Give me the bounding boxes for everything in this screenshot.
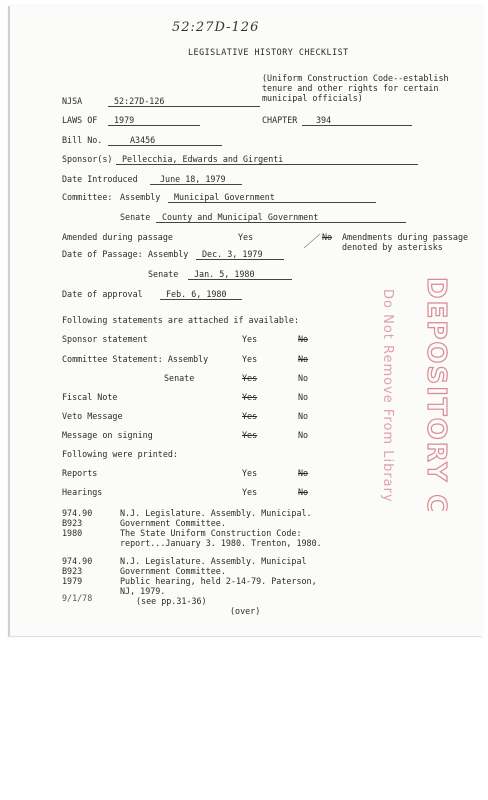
amended-yes: Yes bbox=[238, 232, 254, 242]
njsa-value: 52:27D-126 bbox=[108, 96, 260, 107]
citation-text: Government Committee. bbox=[120, 518, 226, 528]
committee-label: Committee: bbox=[62, 192, 113, 202]
statement-no: No bbox=[298, 373, 309, 383]
subject-line-3: municipal officials) bbox=[262, 93, 363, 103]
statement-label: Sponsor statement bbox=[62, 334, 148, 344]
statement-label: Senate bbox=[164, 373, 195, 383]
amended-label: Amended during passage bbox=[62, 232, 173, 242]
stamp-line-1: DEPOSITORY COPY bbox=[421, 277, 451, 511]
njsa-label: NJSA bbox=[62, 96, 83, 106]
statement-yes: Yes bbox=[242, 392, 258, 402]
statement-no: No bbox=[298, 354, 309, 364]
passage-assembly-label: Assembly bbox=[148, 249, 189, 259]
statement-label: Fiscal Note bbox=[62, 392, 118, 402]
date-stamp: 9/1/78 bbox=[62, 593, 93, 603]
statement-no: No bbox=[298, 334, 309, 344]
bill-no-label: Bill No. bbox=[62, 135, 103, 145]
over-note: (over) bbox=[230, 606, 261, 616]
statement-yes: Yes bbox=[242, 354, 258, 364]
committee-senate-label: Senate bbox=[120, 212, 151, 222]
statement-yes: Yes bbox=[242, 411, 258, 421]
printed-label: Hearings bbox=[62, 487, 103, 497]
chapter-value: 394 bbox=[302, 115, 412, 126]
statement-yes: Yes bbox=[242, 373, 258, 383]
citation-text: N.J. Legislature. Assembly. Municipal. bbox=[120, 508, 312, 518]
page-title: LEGISLATIVE HISTORY CHECKLIST bbox=[188, 47, 349, 57]
statement-label: Committee Statement: Assembly bbox=[62, 354, 209, 364]
passage-assembly-value: Dec. 3, 1979 bbox=[196, 249, 284, 260]
statement-label: Veto Message bbox=[62, 411, 123, 421]
stamp-line-2: Do Not Remove From Library bbox=[380, 289, 395, 503]
citation-call-number: 1979 bbox=[62, 576, 83, 586]
check-mark-icon bbox=[302, 230, 322, 250]
see-pages: (see pp.31-36) bbox=[136, 596, 207, 606]
citation-text: Government Committee. bbox=[120, 566, 226, 576]
citation-call-number: 1980 bbox=[62, 528, 83, 538]
amended-no: No bbox=[322, 232, 333, 242]
citation-call-number: 974.90 bbox=[62, 556, 93, 566]
passage-senate-value: Jan. 5, 1980 bbox=[188, 269, 292, 280]
statement-no: No bbox=[298, 411, 309, 421]
citation-text: report...January 3. 1980. Trenton, 1980. bbox=[120, 538, 322, 548]
handwritten-statute-number: 52:27D-126 bbox=[172, 20, 260, 35]
printed-yes: Yes bbox=[242, 487, 258, 497]
depository-copy-stamp bbox=[362, 271, 472, 511]
passage-senate-label: Senate bbox=[148, 269, 179, 279]
citation-call-number: B923 bbox=[62, 518, 83, 528]
statement-label: Message on signing bbox=[62, 430, 153, 440]
committee-assembly-value: Municipal Government bbox=[168, 192, 376, 203]
amended-note-line-1: Amendments during passage bbox=[342, 232, 469, 242]
printed-label: Reports bbox=[62, 468, 98, 478]
statement-no: No bbox=[298, 392, 309, 402]
printed-yes: Yes bbox=[242, 468, 258, 478]
chapter-label: CHAPTER bbox=[262, 115, 298, 125]
statement-no: No bbox=[298, 430, 309, 440]
amended-note-line-2: denoted by asterisks bbox=[342, 242, 443, 252]
laws-of-label: LAWS OF bbox=[62, 115, 98, 125]
printed-no: No bbox=[298, 468, 309, 478]
date-introduced-label: Date Introduced bbox=[62, 174, 138, 184]
approval-label: Date of approval bbox=[62, 289, 143, 299]
stamp-graphic bbox=[362, 271, 472, 511]
laws-of-value: 1979 bbox=[108, 115, 200, 126]
date-introduced-value: June 18, 1979 bbox=[150, 174, 242, 185]
subject-line-2: tenure and other rights for certain bbox=[262, 83, 439, 93]
statement-yes: Yes bbox=[242, 430, 258, 440]
approval-value: Feb. 6, 1980 bbox=[160, 289, 242, 300]
passage-label: Date of Passage: bbox=[62, 249, 143, 259]
sponsors-label: Sponsor(s) bbox=[62, 154, 113, 164]
checklist-page bbox=[8, 6, 482, 637]
citation-call-number: B923 bbox=[62, 566, 83, 576]
bill-no-value: A3456 bbox=[108, 135, 222, 146]
sponsors-value: Pellecchia, Edwards and Girgenti bbox=[116, 154, 418, 165]
committee-assembly-label: Assembly bbox=[120, 192, 161, 202]
subject-line-1: (Uniform Construction Code--establish bbox=[262, 73, 449, 83]
citation-text: Public hearing, held 2-14-79. Paterson, bbox=[120, 576, 317, 586]
citation-call-number: 974.90 bbox=[62, 508, 93, 518]
attached-heading: Following statements are attached if available: bbox=[62, 315, 299, 325]
citation-text: NJ, 1979. bbox=[120, 586, 166, 596]
citation-text: The State Uniform Construction Code: bbox=[120, 528, 302, 538]
printed-heading: Following were printed: bbox=[62, 449, 178, 459]
statement-yes: Yes bbox=[242, 334, 258, 344]
printed-no: No bbox=[298, 487, 309, 497]
committee-senate-value: County and Municipal Government bbox=[156, 212, 406, 223]
citation-text: N.J. Legislature. Assembly. Municipal bbox=[120, 556, 307, 566]
